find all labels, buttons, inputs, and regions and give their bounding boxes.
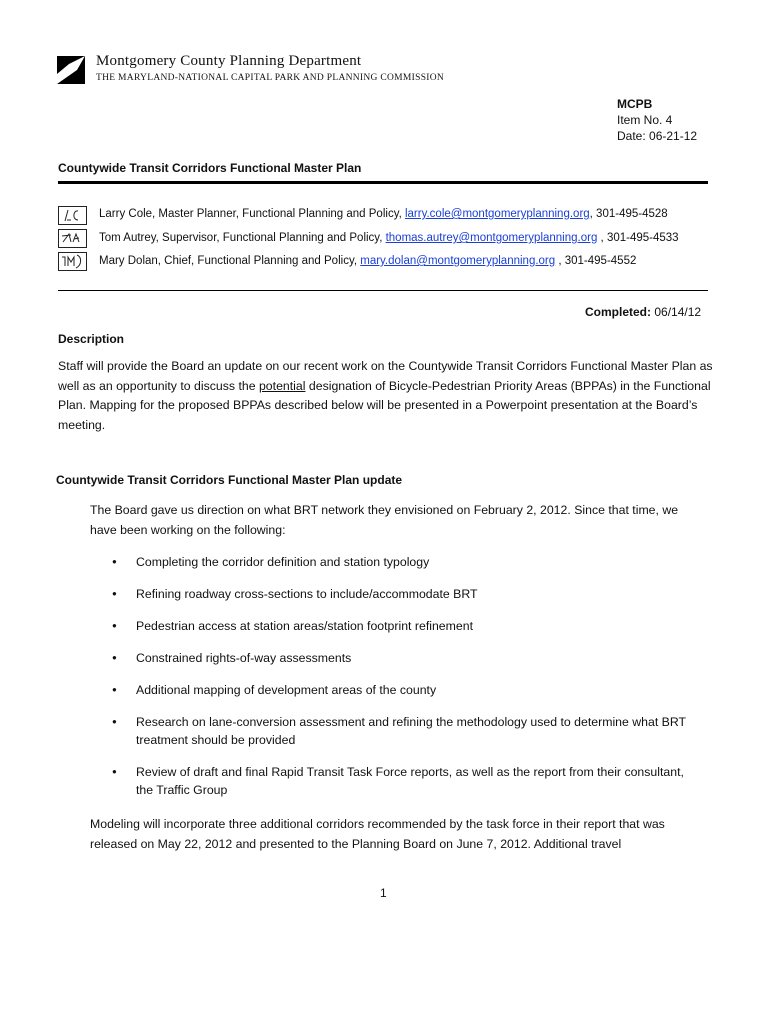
signature-box bbox=[58, 206, 87, 225]
description-heading: Description bbox=[58, 332, 125, 346]
description-paragraph bbox=[58, 357, 718, 435]
staff-email-link[interactable]: larry.cole@montgomeryplanning.org bbox=[404, 208, 590, 220]
staff-phone: , 301-495-4533 bbox=[597, 232, 679, 244]
staff-text: Tom Autrey, Supervisor, Functional Planning and Policy, bbox=[99, 232, 386, 244]
signature-box bbox=[58, 229, 87, 248]
signature-icon bbox=[59, 253, 86, 270]
staff-phone: , 301-495-4552 bbox=[555, 255, 637, 267]
staff-email-link[interactable]: mary.dolan@montgomeryplanning.org bbox=[360, 255, 556, 267]
staff-line bbox=[99, 255, 636, 267]
list-item: ● Review of draft and final Rapid Transit Task Force reports, as well as the report from their consultant, the Traffic Group bbox=[112, 763, 702, 799]
page-number: 1 bbox=[380, 886, 387, 900]
meeting-date: Date: 06-21-12 bbox=[617, 129, 698, 143]
completed-date bbox=[585, 305, 701, 319]
completed-label: Completed: bbox=[585, 305, 651, 319]
description-text: designation of Bicycle-Pedestrian Priority Areas (BPPAs) in the Functional Plan. Mapping for the proposed BPPAs described below will be presented in a Powerpoint presentation at the Board’s meeting. bbox=[58, 378, 711, 432]
staff-line bbox=[99, 208, 668, 220]
modeling-paragraph: Modeling will incorporate three additional corridors recommended by the task force in their report that was released on May 22, 2012 and presented to the Planning Board on June 7, 2012. Additional travel bbox=[90, 817, 665, 851]
signature-icon bbox=[59, 207, 86, 224]
item-number: Item No. 4 bbox=[617, 113, 673, 127]
staff-email-link[interactable]: thomas.autrey@montgomeryplanning.org bbox=[385, 232, 598, 244]
update-intro: The Board gave us direction on what BRT network they envisioned on February 2, 2012. Since that time, we have been working on the following: bbox=[90, 503, 679, 537]
meta-code: MCPB bbox=[617, 97, 653, 111]
description-text: Staff will provide the Board an update on our recent work on the Countywide Transit Corridors Functional Master Plan as well as an opportunity to discuss the bbox=[58, 359, 713, 393]
commission-name: THE MARYLAND-NATIONAL CAPITAL PARK AND PLANNING COMMISSION bbox=[96, 73, 445, 83]
staff-phone: , 301-495-4528 bbox=[589, 208, 668, 220]
signature-icon bbox=[59, 230, 86, 247]
staff-line bbox=[99, 232, 679, 244]
list-item: ● Pedestrian access at station areas/station footprint refinement bbox=[112, 617, 702, 635]
org-name: Montgomery County Planning Department bbox=[96, 53, 362, 69]
staff-text: Larry Cole, Master Planner, Functional Planning and Policy, bbox=[99, 208, 405, 220]
update-bullet-list bbox=[112, 553, 702, 799]
list-item: ● Refining roadway cross-sections to include/accommodate BRT bbox=[112, 585, 702, 603]
description-underlined: potential bbox=[258, 378, 306, 393]
list-item: ● Completing the corridor definition and station typology bbox=[112, 553, 702, 571]
completed-value: 06/14/12 bbox=[654, 305, 702, 319]
update-heading: Countywide Transit Corridors Functional Master Plan update bbox=[56, 473, 403, 487]
signature-box bbox=[58, 252, 87, 271]
staff-text: Mary Dolan, Chief, Functional Planning and Policy, bbox=[99, 255, 361, 267]
plan-title: Countywide Transit Corridors Functional Master Plan bbox=[58, 161, 362, 175]
title-divider bbox=[58, 181, 708, 184]
list-item: ● Research on lane-conversion assessment and refining the methodology used to determine what BRT treatment should be provided bbox=[112, 713, 702, 749]
list-item: ● Additional mapping of development areas of the county bbox=[112, 681, 702, 699]
planning-department-logo bbox=[57, 56, 85, 84]
list-item: ● Constrained rights-of-way assessments bbox=[112, 649, 702, 667]
staff-divider bbox=[58, 290, 708, 291]
